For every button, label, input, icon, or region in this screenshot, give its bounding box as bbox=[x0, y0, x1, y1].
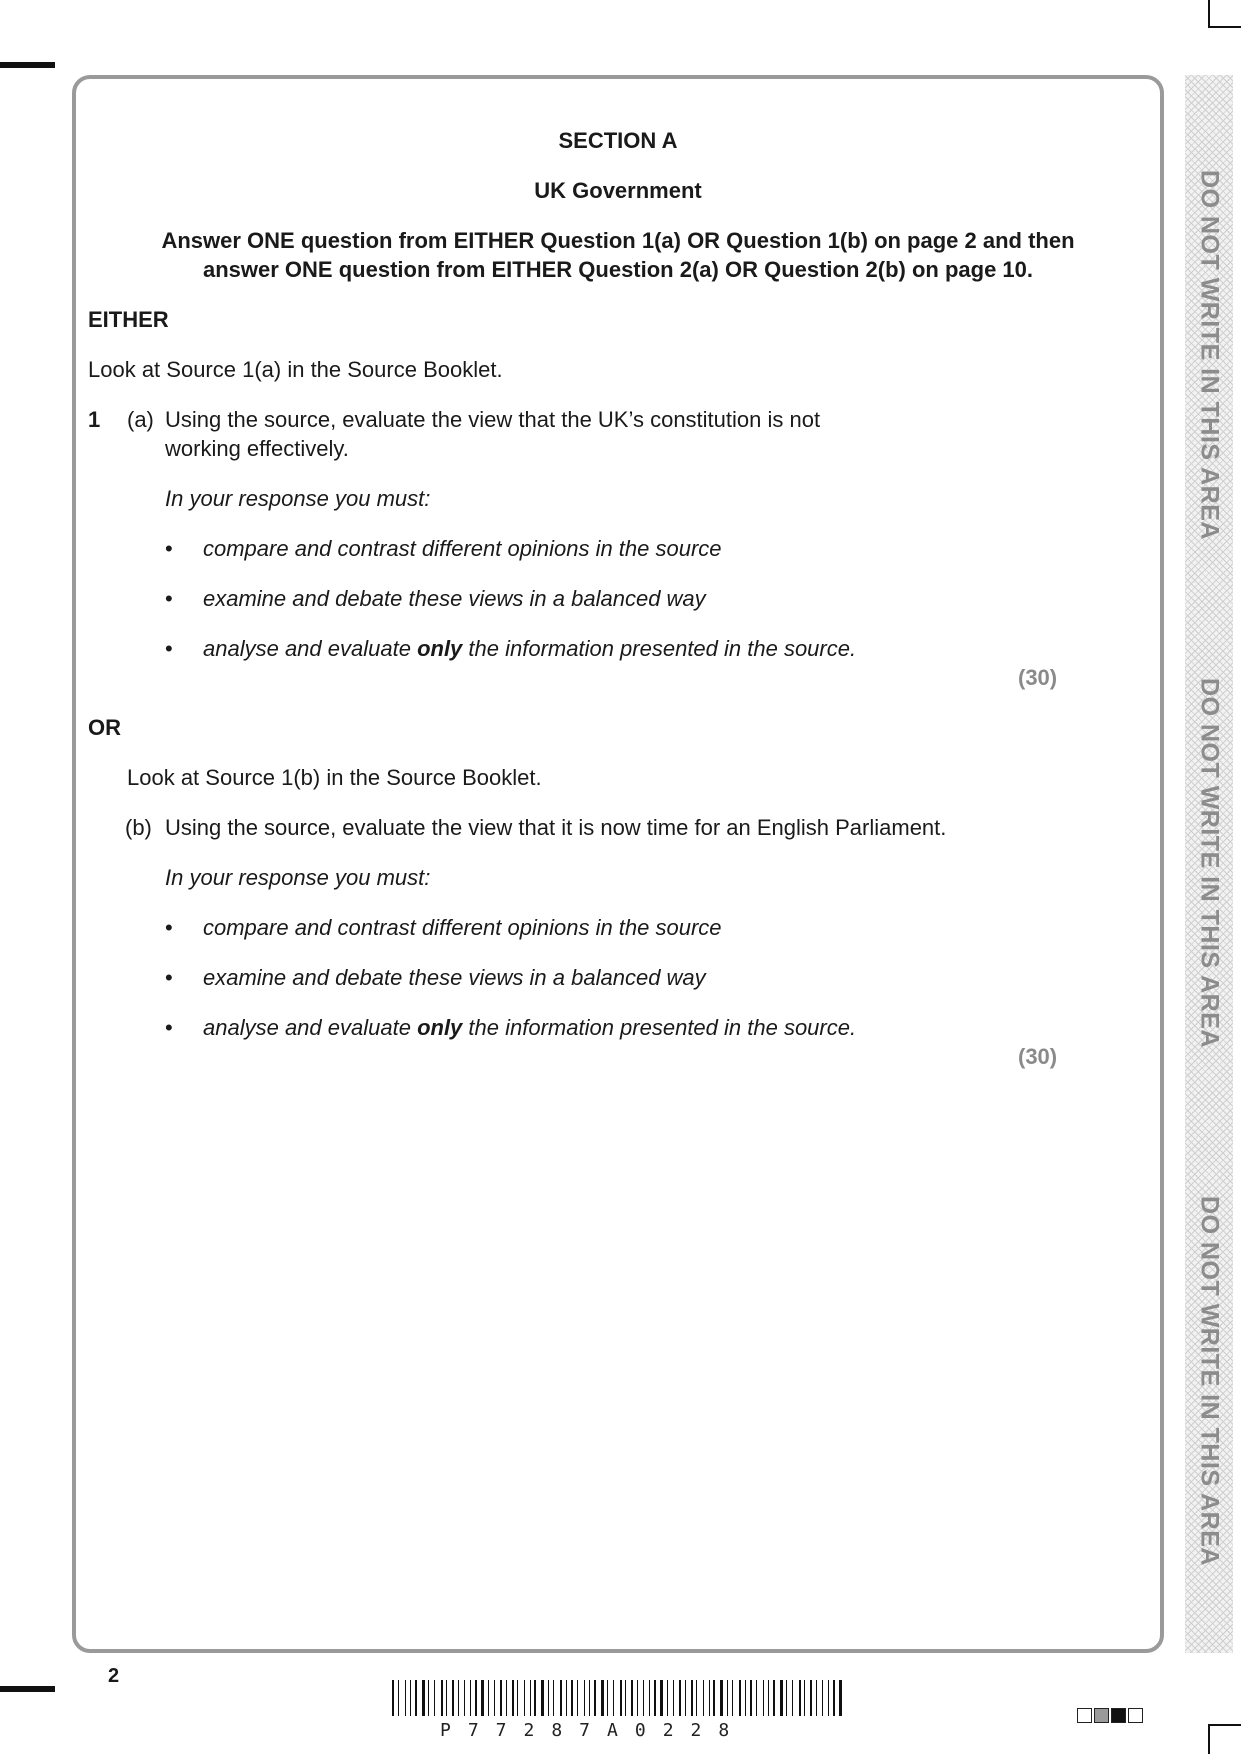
margin-warning-middle: DO NOT WRITE IN THIS AREA bbox=[1195, 678, 1224, 1048]
barcode-bar bbox=[553, 1680, 554, 1716]
instruction-line-2: answer ONE question from EITHER Question 2(a) OR Question 2(b) on page 10. bbox=[203, 257, 1033, 282]
barcode-bar bbox=[810, 1680, 812, 1716]
barcode-bar bbox=[548, 1680, 549, 1716]
barcode-bar bbox=[434, 1680, 435, 1716]
q1b-text-line-1: Using the source, evaluate the view that it is now time for an English Parliament. bbox=[165, 815, 947, 840]
barcode-bar bbox=[470, 1680, 471, 1716]
barcode-bar bbox=[428, 1680, 429, 1716]
indicator-square-empty bbox=[1077, 1708, 1092, 1723]
barcode-bar bbox=[589, 1680, 590, 1716]
barcode-bar bbox=[620, 1680, 622, 1716]
margin-warning-bottom: DO NOT WRITE IN THIS AREA bbox=[1195, 1196, 1224, 1566]
section-title: SECTION A bbox=[558, 128, 678, 153]
barcode-bar bbox=[703, 1680, 704, 1716]
barcode-bar bbox=[571, 1680, 573, 1716]
q1b-bullet-3-post: the information presented in the source. bbox=[462, 1015, 857, 1040]
barcode-bar bbox=[601, 1680, 604, 1716]
q1a-bullet-2: examine and debate these views in a balanced way bbox=[203, 586, 706, 611]
barcode-bar bbox=[422, 1680, 425, 1716]
barcode-text: P77287A0228 bbox=[440, 1720, 747, 1741]
barcode-bar bbox=[560, 1680, 562, 1716]
margin-warning-top: DO NOT WRITE IN THIS AREA bbox=[1195, 170, 1224, 540]
crop-mark-top-left bbox=[0, 62, 55, 68]
barcode-bar bbox=[488, 1680, 489, 1716]
bullet-point: • bbox=[165, 586, 173, 611]
barcode-bar bbox=[828, 1680, 829, 1716]
barcode-bar bbox=[654, 1680, 656, 1716]
barcode-bar bbox=[441, 1680, 443, 1716]
bullet-point: • bbox=[165, 536, 173, 561]
crop-mark-top-right-h bbox=[1210, 26, 1241, 28]
barcode-bar bbox=[446, 1680, 447, 1716]
barcode-bar bbox=[727, 1680, 728, 1716]
indicator-square-empty bbox=[1128, 1708, 1143, 1723]
q1b-part-label: (b) bbox=[125, 815, 152, 840]
barcode-bar bbox=[732, 1680, 733, 1716]
barcode-bar bbox=[530, 1680, 531, 1716]
barcode-bar bbox=[679, 1680, 681, 1716]
barcode-bar bbox=[804, 1680, 805, 1716]
q1a-bullet-3 bbox=[203, 634, 856, 663]
barcode-bar bbox=[534, 1680, 536, 1716]
crop-mark-top-right bbox=[1208, 0, 1210, 28]
barcode-bar bbox=[643, 1680, 644, 1716]
barcode-bar bbox=[713, 1680, 715, 1716]
q1a-bullet-3-pre: analyse and evaluate bbox=[203, 636, 418, 661]
barcode-bar bbox=[481, 1680, 484, 1716]
barcode-bar bbox=[410, 1680, 411, 1716]
barcode-bar bbox=[398, 1680, 399, 1716]
crop-mark-bottom-right bbox=[1208, 1724, 1210, 1754]
q1a-text-line-1: Using the source, evaluate the view that the UK’s constitution is not bbox=[165, 407, 821, 432]
barcode-bar bbox=[799, 1680, 801, 1716]
barcode-bar bbox=[464, 1680, 465, 1716]
q1b-bullet-3-pre: analyse and evaluate bbox=[203, 1015, 418, 1040]
crop-mark-bottom-right-h bbox=[1210, 1724, 1241, 1726]
barcode-bar bbox=[660, 1680, 663, 1716]
barcode-bar bbox=[822, 1680, 823, 1716]
bullet-point: • bbox=[165, 1015, 173, 1040]
barcode-bar bbox=[667, 1680, 668, 1716]
barcode-bar bbox=[739, 1680, 741, 1716]
barcode-bar bbox=[696, 1680, 697, 1716]
subject-title: UK Government bbox=[534, 178, 702, 203]
barcode-bar bbox=[392, 1680, 394, 1716]
q1a-marks: (30) bbox=[1018, 665, 1058, 690]
barcode-bar bbox=[720, 1680, 723, 1716]
crop-mark-bottom-left bbox=[0, 1686, 55, 1692]
question-number: 1 bbox=[88, 407, 101, 432]
barcode-bar bbox=[786, 1680, 787, 1716]
barcode-bar bbox=[763, 1680, 764, 1716]
instruction-line-1: Answer ONE question from EITHER Question 1(a) OR Question 1(b) on page 2 and then bbox=[161, 228, 1075, 253]
barcode-bar bbox=[792, 1680, 793, 1716]
barcode-bar bbox=[566, 1680, 567, 1716]
q1a-bullet-1: compare and contrast different opinions in the source bbox=[203, 536, 722, 561]
barcode-bar bbox=[607, 1680, 608, 1716]
q1b-bullet-3-bold: only bbox=[417, 1015, 463, 1040]
q1a-text-line-2: working effectively. bbox=[165, 436, 349, 461]
barcode-bar bbox=[673, 1680, 674, 1716]
or-label: OR bbox=[88, 715, 121, 740]
barcode-bar bbox=[494, 1680, 495, 1716]
barcode-bar bbox=[458, 1680, 459, 1716]
barcode-bar bbox=[637, 1680, 638, 1716]
barcode-bar bbox=[452, 1680, 454, 1716]
q1a-bullet-3-bold: only bbox=[417, 636, 463, 661]
barcode-bar bbox=[816, 1680, 817, 1716]
page-number: 2 bbox=[108, 1665, 120, 1687]
barcode-bar bbox=[594, 1680, 596, 1716]
barcode-bar bbox=[833, 1680, 835, 1716]
q1b-bullet-2: examine and debate these views in a balanced way bbox=[203, 965, 706, 990]
barcode-bar bbox=[768, 1680, 769, 1716]
q1b-source-prompt: Look at Source 1(b) in the Source Booklet. bbox=[127, 765, 542, 790]
q1b-bullet-3 bbox=[203, 1013, 856, 1042]
barcode-bar bbox=[541, 1680, 544, 1716]
barcode-bar bbox=[475, 1680, 477, 1716]
indicator-square-grey bbox=[1094, 1708, 1109, 1723]
barcode-bar bbox=[577, 1680, 578, 1716]
barcode-bar bbox=[631, 1680, 633, 1716]
q1a-bullet-3-post: the information presented in the source. bbox=[462, 636, 857, 661]
q1b-bullet-1: compare and contrast different opinions in the source bbox=[203, 915, 722, 940]
barcode-bar bbox=[839, 1680, 842, 1716]
barcode-bar bbox=[750, 1680, 752, 1716]
barcode-bar bbox=[524, 1680, 525, 1716]
barcode-bar bbox=[756, 1680, 757, 1716]
barcode-bar bbox=[685, 1680, 686, 1716]
barcode-bar bbox=[773, 1680, 775, 1716]
indicator-square-black bbox=[1111, 1708, 1126, 1723]
barcode-bar bbox=[517, 1680, 518, 1716]
q1a-source-prompt: Look at Source 1(a) in the Source Booklet. bbox=[88, 357, 503, 382]
q1b-marks: (30) bbox=[1018, 1044, 1058, 1069]
bullet-point: • bbox=[165, 965, 173, 990]
q1b-response-intro: In your response you must: bbox=[165, 865, 431, 890]
barcode bbox=[392, 1680, 844, 1716]
page-indicator-squares bbox=[1077, 1708, 1143, 1723]
bullet-point: • bbox=[165, 636, 173, 661]
barcode-bar bbox=[649, 1680, 650, 1716]
q1a-response-intro: In your response you must: bbox=[165, 486, 431, 511]
q1a-part-label: (a) bbox=[127, 407, 154, 432]
barcode-bar bbox=[405, 1680, 406, 1716]
barcode-bar bbox=[625, 1680, 626, 1716]
barcode-bar bbox=[584, 1680, 585, 1716]
barcode-bar bbox=[500, 1680, 502, 1716]
barcode-bar bbox=[415, 1680, 417, 1716]
barcode-bar bbox=[709, 1680, 710, 1716]
barcode-bar bbox=[691, 1680, 693, 1716]
barcode-bar bbox=[613, 1680, 614, 1716]
bullet-point: • bbox=[165, 915, 173, 940]
barcode-bar bbox=[745, 1680, 746, 1716]
barcode-bar bbox=[512, 1680, 514, 1716]
either-label: EITHER bbox=[88, 307, 169, 332]
barcode-bar bbox=[780, 1680, 783, 1716]
barcode-bar bbox=[506, 1680, 507, 1716]
